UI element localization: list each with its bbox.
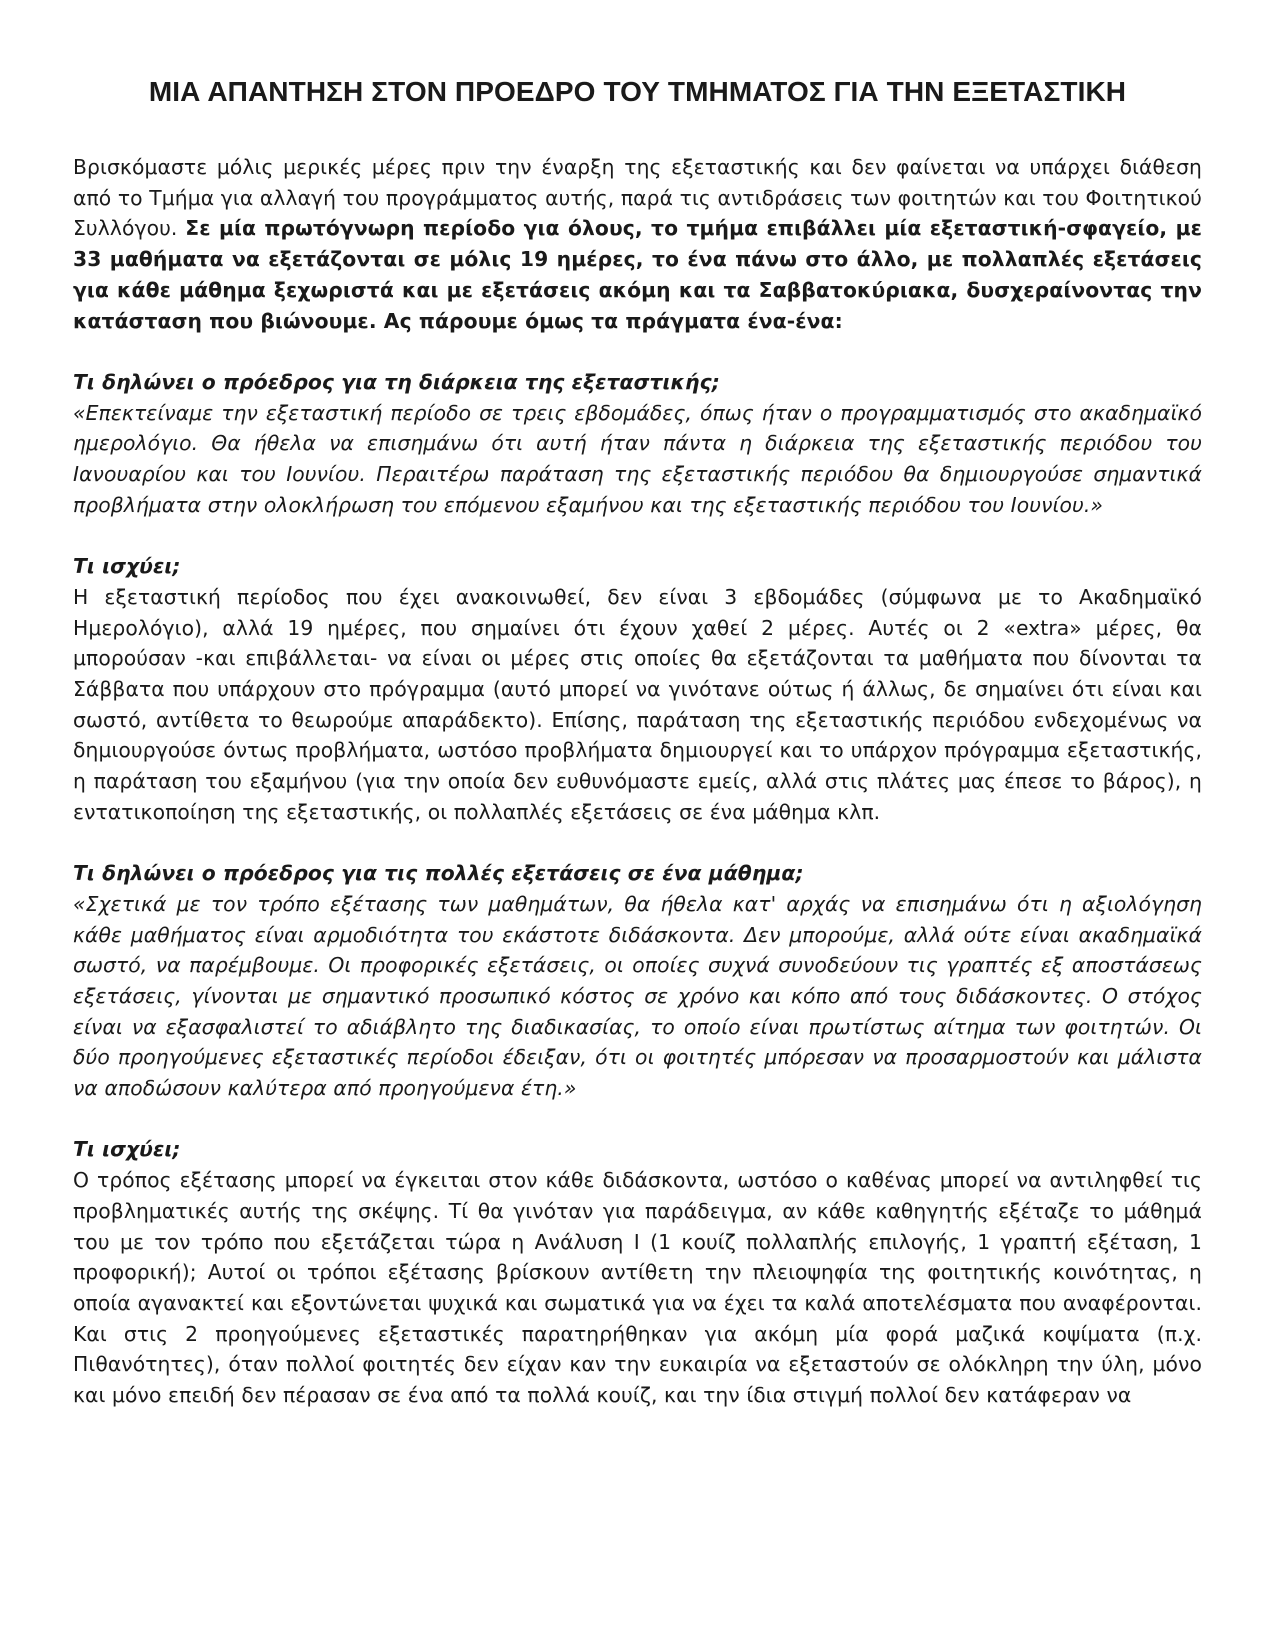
paragraph-spacer (73, 1104, 1202, 1135)
answer-multiple-exams-text: Ο τρόπος εξέτασης μπορεί να έγκειται στον κάθε διδάσκοντα, ωστόσο ο καθένας μπορεί να αντιληφθεί τις προβληματικές αυτής της σκέψης. Τί θα γινόταν για παράδειγμα, αν κάθε καθηγητής εξέταζε το μάθημά του με τον τρόπο που εξετάζεται τώρα η Ανάλυση Ι (1 κουίζ πολλαπλής επιλογής, 1 γραπτή εξέταση, 1 προφορική); Αυτοί οι τρόποι εξέτασης βρίσκουν αντίθετη την πλειοψηφία της φοιτητικής κοινότητας, η οποία αγανακτεί και εξοντώνεται ψυχικά και σωματικά για να έχει τα καλά αποτελέσματα που αναφέρονται. Και στις 2 προηγούμενες εξεταστικές παρατηρήθηκαν για ακόμη μία φορά μαζικά κοψίματα (π.χ. Πιθανότητες), όταν πολλοί φοιτητές δεν είχαν καν την ευκαιρία να εξεταστούν σε ολόκληρη την ύλη, μόνο και μόνο επειδή δεν πέρασαν σε ένα από τα πολλά κουίζ, και την ίδια στιγμή πολλοί δεν κατάφεραν να (73, 1168, 1202, 1408)
answer-duration-text: Η εξεταστική περίοδος που έχει ανακοινωθεί, δεν είναι 3 εβδομάδες (σύμφωνα με το Ακαδημαϊκό Ημερολόγιο), αλλά 19 ημέρες, που σημαίνει ότι έχουν χαθεί 2 μέρες. Αυτές οι 2 «extra» μέρες, θα μπορούσαν -και επιβάλλεται- να είναι οι μέρες στις οποίες θα εξετάζονται τα μαθήματα που δίνονται τα Σάββατα που υπάρχουν στο πρόγραμμα (αυτό μπορεί να γινότανε ούτως ή άλλως, δε σημαίνει ότι είναι και σωστό, αντίθετα το θεωρούμε απαράδεκτο). Επίσης, παράταση της εξεταστικής περιόδου ενδεχομένως να δημιουργούσε όντως προβλήματα, ωστόσο προβλήματα δημιουργεί και το υπάρχον πρόγραμμα εξεταστικής, η παράταση του εξαμήνου (για την οποία δεν ευθυνόμαστε εμείς, αλλά στις πλάτες μας έπεσε το βάρος), η εντατικοποίηση της εξεταστικής, οι πολλαπλές εξετάσεις σε ένα μάθημα κλπ. (73, 584, 1202, 824)
paragraph-spacer (73, 827, 1202, 858)
intro-paragraph (73, 152, 1202, 336)
president-quote-multiple-exams: «Σχετικά με τον τρόπο εξέτασης των μαθημάτων, θα ήθελα κατ' αρχάς να επισημάνω ότι η αξιολόγηση κάθε μαθήματος είναι αρμοδιότητα του εκάστοτε διδάσκοντα. Δεν μπορούμε, αλλά ούτε είναι ακαδημαϊκά σωστό, να παρέμβουμε. Οι προφορικές εξετάσεις, οι οποίες συχνά συνοδεύουν τις γραπτές εξ αποστάσεως εξετάσεις, γίνονται με σημαντικό προσωπικό κόστος σε χρόνο και κόπο από τους διδάσκοντες. Ο στόχος είναι να εξασφαλιστεί το αδιάβλητο της διαδικασίας, το οποίο είναι πρωτίστως αίτημα των φοιτητών. Οι δύο προηγούμενες εξεταστικές περίοδοι έδειξαν, ότι οι φοιτητές μπόρεσαν να προσαρμοστούν και μάλιστα να αποδώσουν καλύτερα από προηγούμενα έτη.» (73, 891, 1202, 1101)
paragraph-spacer (73, 336, 1202, 367)
answer-duration-heading: Τι ισχύει; (73, 554, 181, 579)
paragraph-spacer (73, 520, 1202, 551)
question-multiple-exams-heading: Τι δηλώνει ο πρόεδρος για τις πολλές εξετάσεις σε ένα μάθημα; (73, 861, 804, 886)
intro-bold-text: Σε μία πρωτόγνωρη περίοδο για όλους, το τμήμα επιβάλλει μία εξεταστική-σφαγείο, με 33 μαθήματα να εξετάζονται σε μόλις 19 ημέρες, το ένα πάνω στο άλλο, με πολλαπλές εξετάσεις για κάθε μάθημα ξεχωριστά και με εξετάσεις ακόμη και τα Σαββατοκύριακα, δυσχεραίνοντας την κατάσταση που βιώνουμε. Ας πάρουμε όμως τα πράγματα ένα-ένα: (73, 216, 1203, 333)
president-quote-duration: «Επεκτείναμε την εξεταστική περίοδο σε τρεις εβδομάδες, όπως ήταν ο προγραμματισμός στο ακαδημαϊκό ημερολόγιο. Θα ήθελα να επισημάνω ότι αυτή ήταν πάντα η διάρκεια της εξεταστικής περιόδου του Ιανουαρίου και του Ιουνίου. Περαιτέρω παράταση της εξεταστικής περιόδου θα δημιουργούσε σημαντικά προβλήματα στην ολοκλήρωση του επόμενου εξαμήνου και της εξεταστικής περιόδου του Ιουνίου.» (73, 400, 1202, 517)
question-duration-heading: Τι δηλώνει ο πρόεδρος για τη διάρκεια της εξεταστικής; (73, 369, 720, 394)
answer-multiple-exams-heading: Τι ισχύει; (73, 1137, 181, 1162)
document-title: ΜΙΑ ΑΠΑΝΤΗΣΗ ΣΤΟΝ ΠΡΟΕΔΡΟ ΤΟΥ ΤΜΗΜΑΤΟΣ ΓΙΑ ΤΗΝ ΕΞΕΤΑΣΤΙΚΗ (148, 76, 1127, 107)
intro-text: Βρισκόμαστε μόλις μερικές μέρες πριν την έναρξη της εξεταστικής και δεν φαίνεται να υπάρχει διάθεση από το Τμήμα για αλλαγή του προγράμματος αυτής, παρά τις αντιδράσεις των φοιτητών και του Φοιτητικού Συλλόγου. (73, 155, 1202, 241)
